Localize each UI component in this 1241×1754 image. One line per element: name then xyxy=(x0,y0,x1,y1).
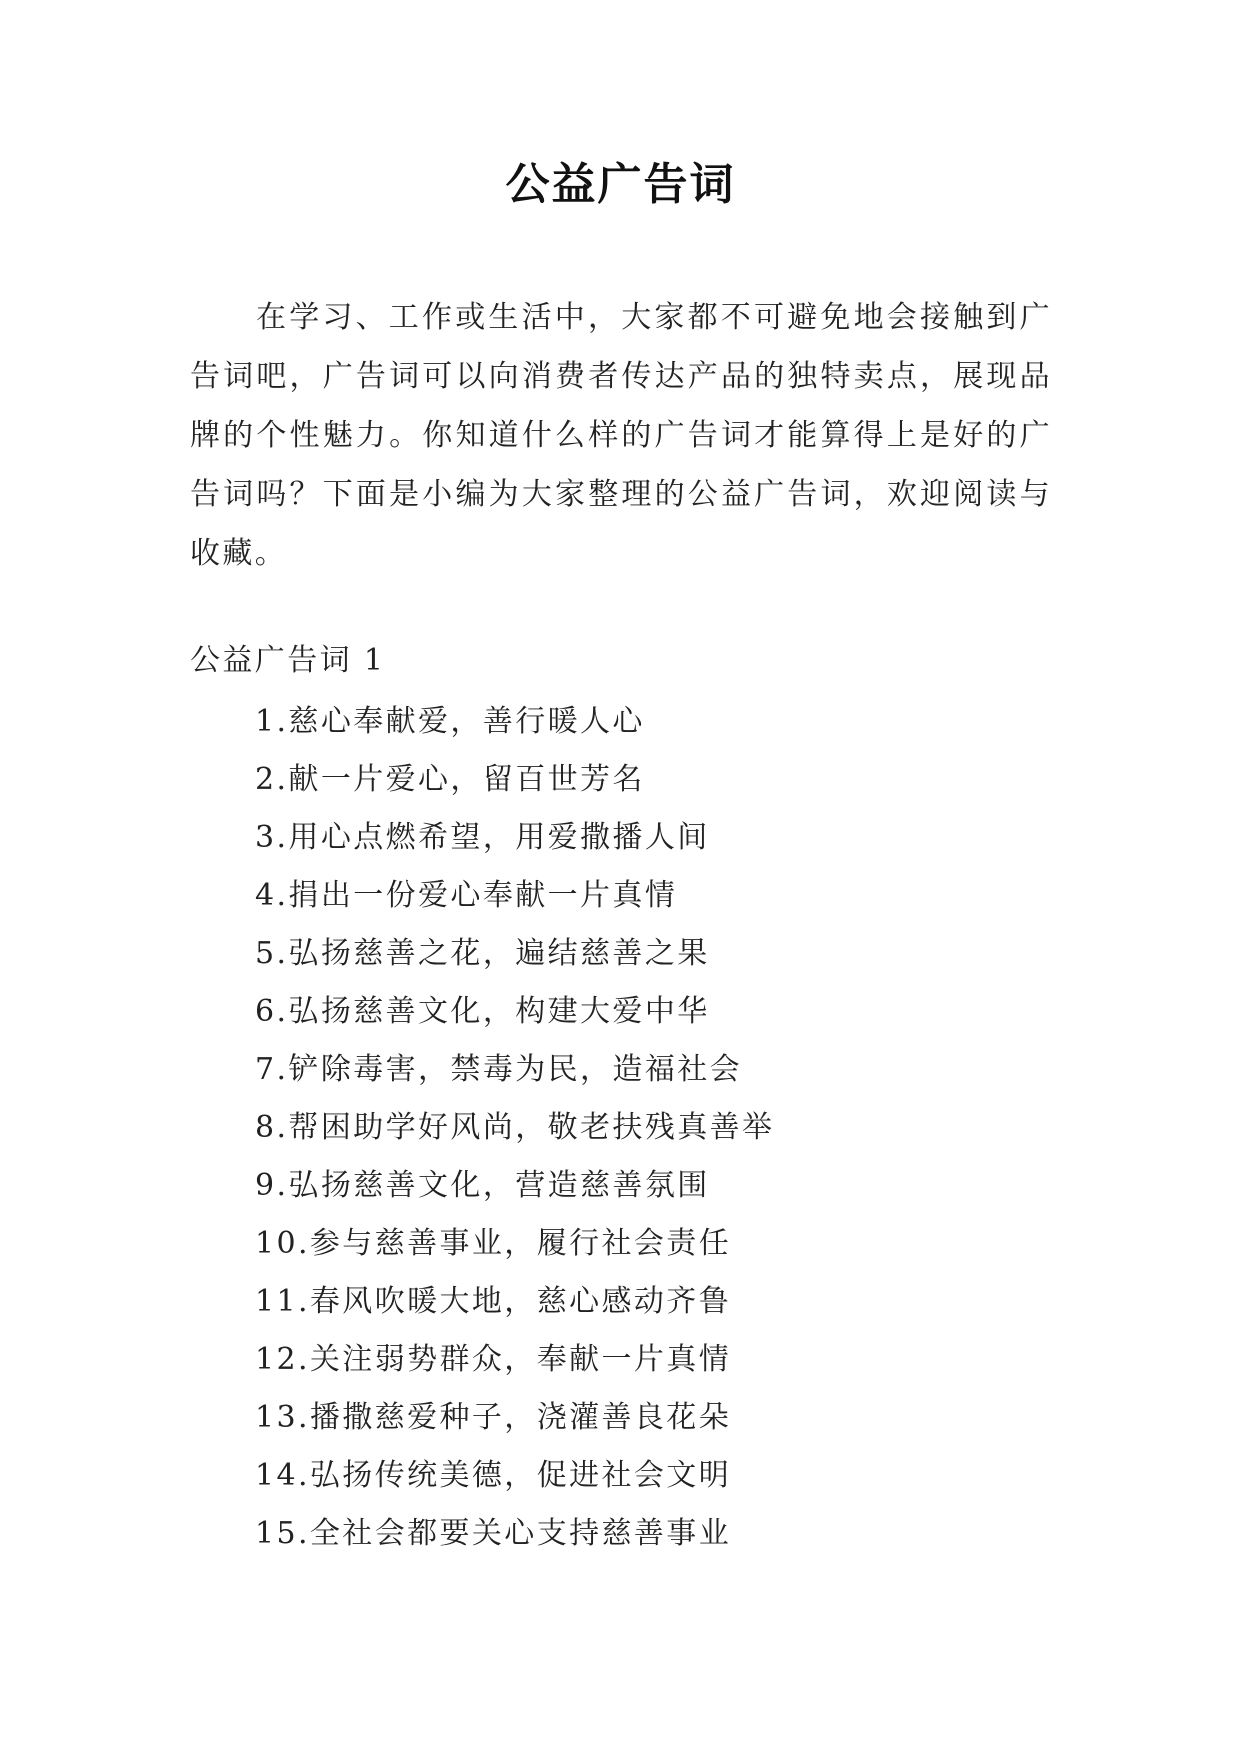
list-item: 3.用心点燃希望，用爱撒播人间 xyxy=(255,820,710,855)
list-item: 4.捐出一份爱心奉献一片真情 xyxy=(255,878,678,913)
section-heading: 公益广告词 1 xyxy=(190,643,386,678)
list-item: 6.弘扬慈善文化，构建大爱中华 xyxy=(255,994,710,1029)
list-item: 5.弘扬慈善之花，遍结慈善之果 xyxy=(255,936,710,971)
list-item: 14.弘扬传统美德，促进社会文明 xyxy=(255,1458,732,1493)
list-item: 15.全社会都要关心支持慈善事业 xyxy=(255,1516,732,1551)
list-item: 13.播撒慈爱种子，浇灌善良花朵 xyxy=(255,1400,732,1435)
list-item: 1.慈心奉献爱，善行暖人心 xyxy=(255,704,645,739)
list-item: 11.春风吹暖大地，慈心感动齐鲁 xyxy=(255,1284,732,1319)
intro-paragraph: 在学习、工作或生活中，大家都不可避免地会接触到广告词吧，广告词可以向消费者传达产品的独特卖点，展现品牌的个性魅力。你知道什么样的广告词才能算得上是好的广告词吗？下面是小编为大家整理的公益广告词，欢迎阅读与收藏。 xyxy=(190,300,1052,571)
list-item: 12.关注弱势群众，奉献一片真情 xyxy=(255,1342,732,1377)
slogan-list xyxy=(255,700,774,1570)
list-item: 8.帮困助学好风尚，敬老扶残真善举 xyxy=(255,1110,775,1145)
list-item: 9.弘扬慈善文化，营造慈善氛围 xyxy=(255,1168,710,1203)
list-item: 2.献一片爱心，留百世芳名 xyxy=(255,762,645,797)
document-title: 公益广告词 xyxy=(505,159,736,210)
list-item: 7.铲除毒害，禁毒为民，造福社会 xyxy=(255,1052,743,1087)
list-item: 10.参与慈善事业，履行社会责任 xyxy=(255,1226,732,1261)
